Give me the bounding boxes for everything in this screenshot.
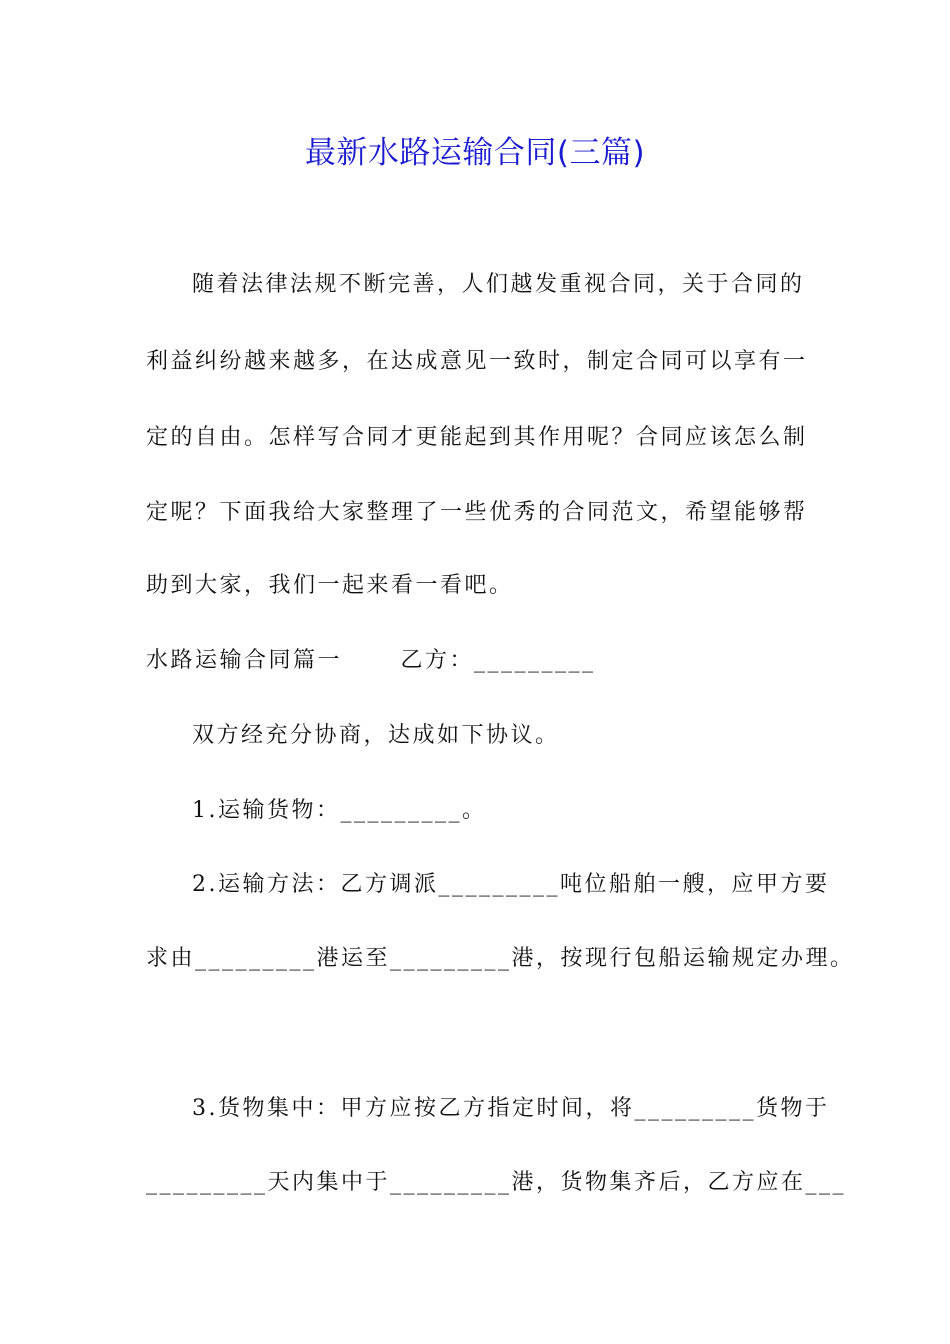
- paragraph-line: 定的自由。怎样写合同才更能起到其作用呢？合同应该怎么制: [146, 425, 808, 450]
- paragraph-line: 定呢？下面我给大家整理了一些优秀的合同范文，希望能够帮: [146, 500, 808, 525]
- paragraph-line: 双方经充分协商，达成如下协议。: [192, 723, 560, 748]
- paragraph-line: 助到大家，我们一起来看一看吧。: [146, 573, 514, 598]
- clause-line: 求由_________港运至_________港，按现行包船运输规定办理。: [146, 946, 855, 971]
- section-heading-line: 水路运输合同篇一 乙方：_________: [146, 648, 596, 673]
- paragraph-line: 利益纠纷越来越多，在达成意见一致时，制定合同可以享有一: [146, 349, 808, 374]
- clause-line: 3.货物集中：甲方应按乙方指定时间，将_________货物于: [192, 1096, 830, 1121]
- clause-line: 1.运输货物：_________。: [192, 798, 487, 823]
- paragraph-line: 随着法律法规不断完善，人们越发重视合同，关于合同的: [192, 272, 805, 297]
- clause-line: 2.运输方法：乙方调派_________吨位船舶一艘，应甲方要: [192, 872, 830, 897]
- document-title: 最新水路运输合同(三篇): [304, 135, 646, 171]
- clause-line: _________天内集中于_________港，货物集齐后，乙方应在___: [146, 1170, 847, 1195]
